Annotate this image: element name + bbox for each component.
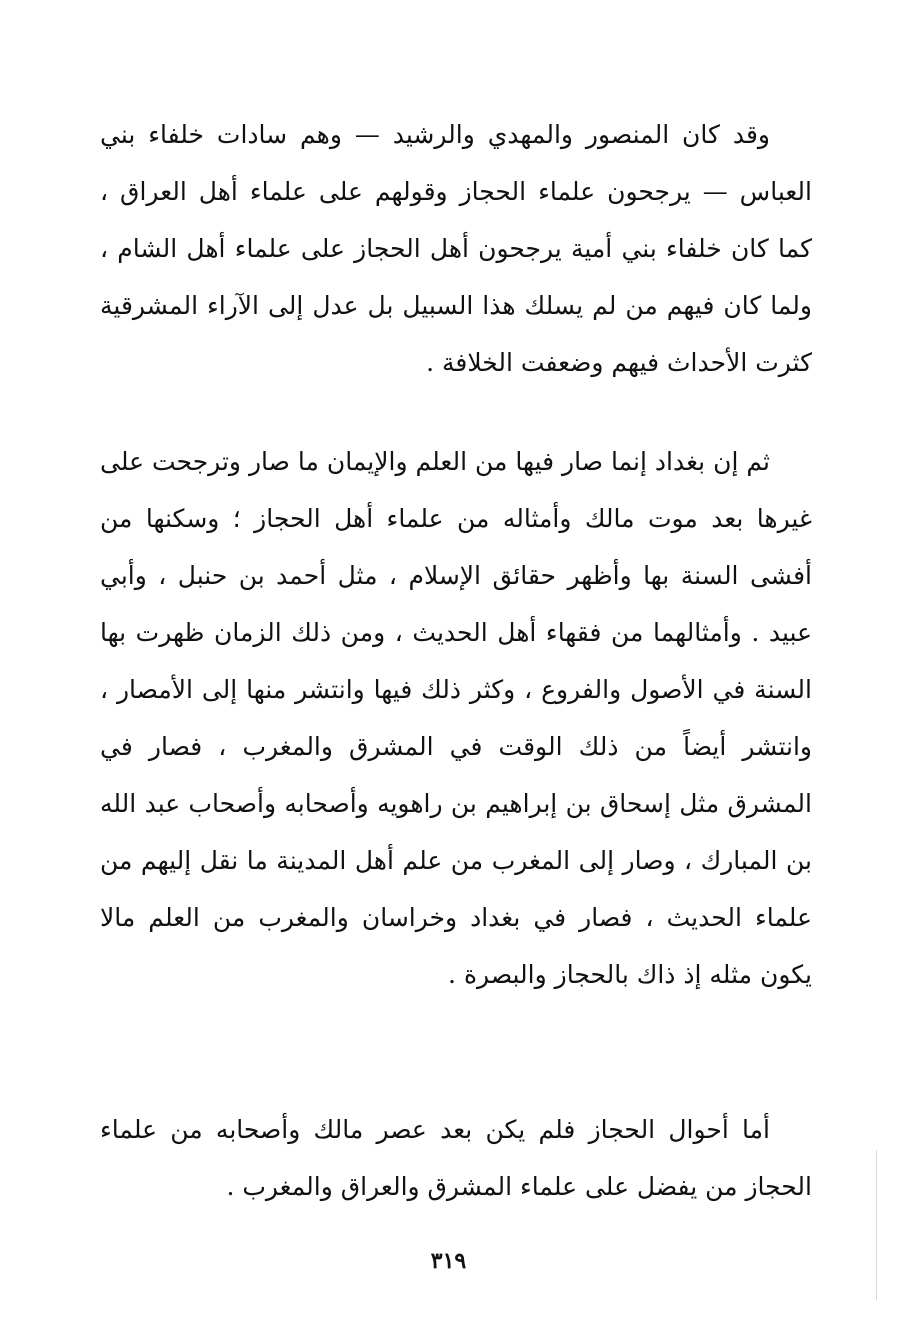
page-number: ٣١٩ — [430, 1248, 467, 1274]
paragraph-1: وقد كان المنصور والمهدي والرشيد — وهم سادات خلفاء بني العباس — يرجحون علماء الحجاز وقولهم على علماء أهل العراق ، كما كان خلفاء بني أمية يرجحون أهل الحجاز على علماء أهل الشام ، ولما كان فيهم من لم يسلك هذا السبيل بل عدل إلى الآراء المشرقية كثرت الأحداث فيهم وضعفت الخلافة . — [100, 120, 812, 377]
page-edge-line — [876, 1150, 877, 1300]
paragraph-3: أما أحوال الحجاز فلم يكن بعد عصر مالك وأصحابه من علماء الحجاز من يفضل على علماء المشرق والعراق والمغرب . — [100, 1115, 812, 1201]
paragraph-2: ثم إن بغداد إنما صار فيها من العلم والإيمان ما صار وترجحت على غيرها بعد موت مالك وأمثاله من علماء أهل الحجاز ؛ وسكنها من أفشى السنة بها وأظهر حقائق الإسلام ، مثل أحمد بن حنبل ، وأبي عبيد . وأمثالهما من فقهاء أهل الحديث ، ومن ذلك الزمان ظهرت بها السنة في الأصول والفروع ، وكثر ذلك فيها وانتشر منها إلى الأمصار ، وانتشر أيضاً من ذلك الوقت في المشرق والمغرب ، فصار في المشرق مثل إسحاق بن إبراهيم بن راهويه وأصحابه وأصحاب عبد الله بن المبارك ، وصار إلى المغرب من علم أهل المدينة ما نقل إليهم من علماء الحديث ، فصار في بغداد وخراسان والمغرب من العلم مالا يكون مثله إذ ذاك بالحجاز والبصرة . — [100, 447, 812, 989]
